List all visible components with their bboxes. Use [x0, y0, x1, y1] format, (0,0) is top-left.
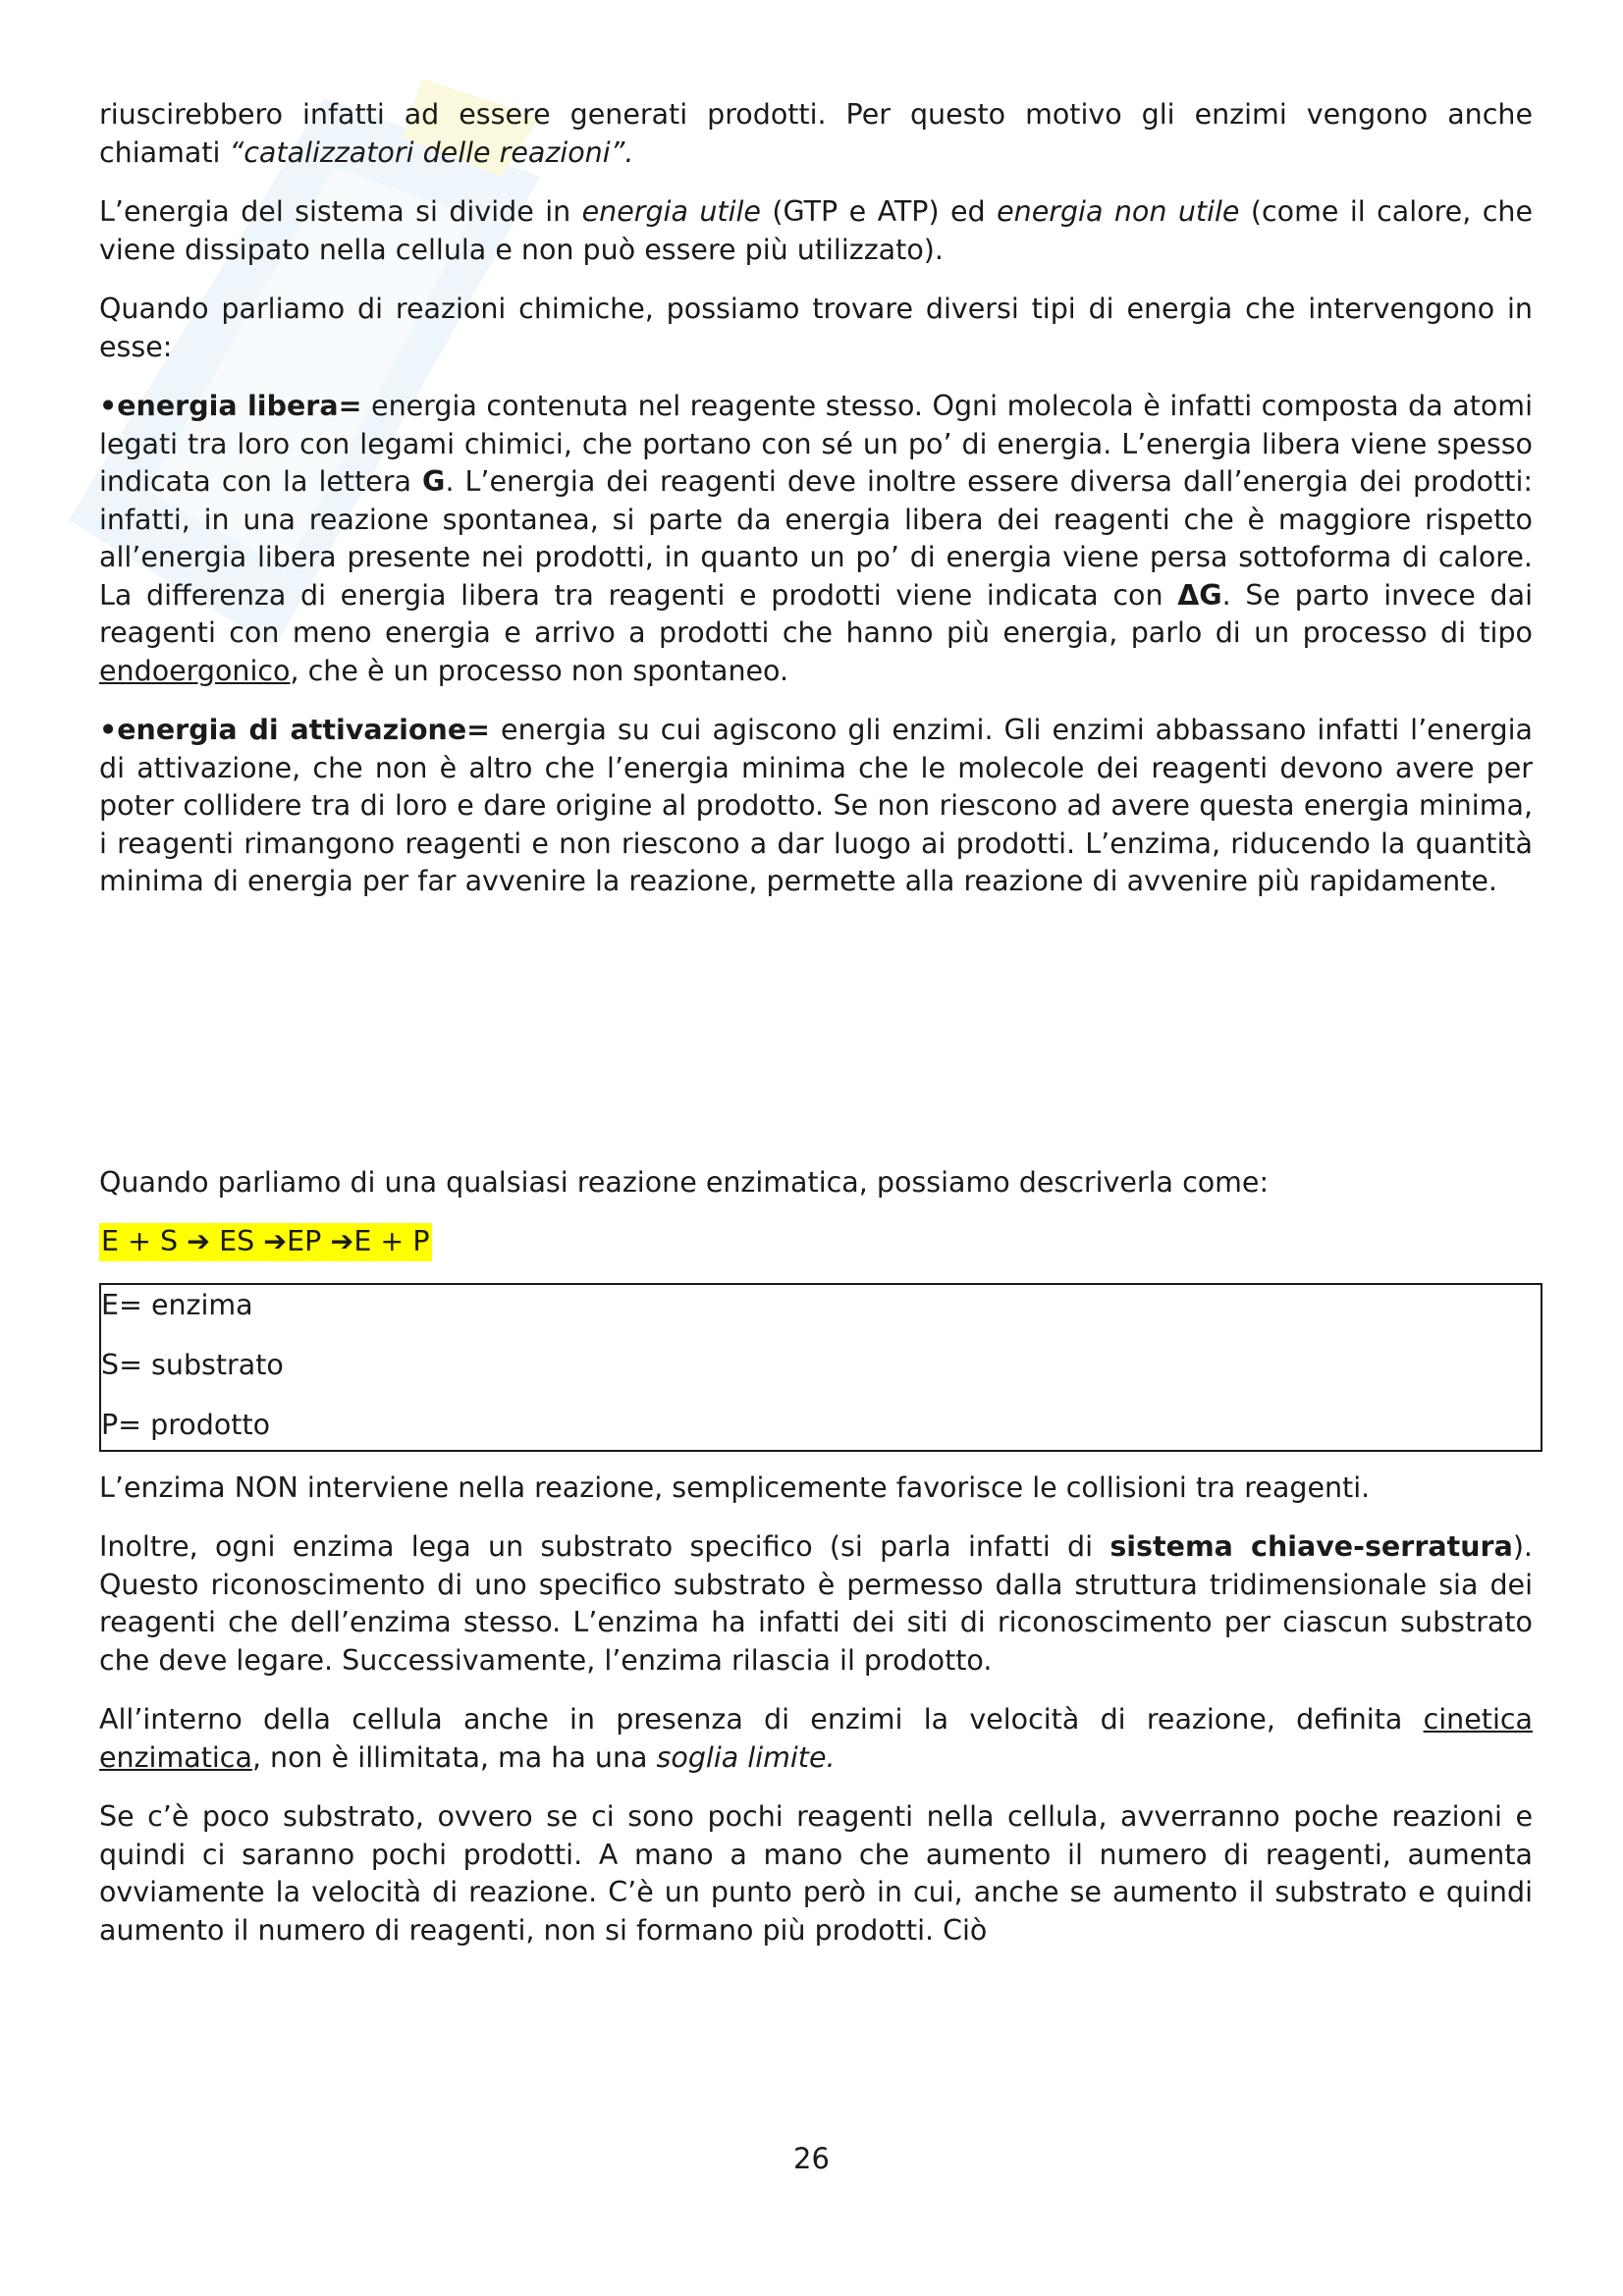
formula-line — [99, 1223, 1533, 1261]
text-span: energia su cui agiscono gli enzimi. Gli enzimi abbassano infatti l’energia di attivazione, che non è altro che l’energia minima che le molecole dei reagenti devono avere per poter collidere tra di loro e dare origine al prodotto. Se non riescono ad avere questa energia minima, i reagenti rimangono reagenti e non riescono a dar luogo ai prodotti. L’enzima, riducendo la quantità minima di energia per far avvenire la reazione, permette alla reazione di avvenire più rapidamente. — [99, 714, 1533, 897]
text-span: Inoltre, ogni enzima lega un substrato specifico (si parla infatti di — [99, 1530, 1110, 1563]
paragraph-energy-types: Quando parliamo di reazioni chimiche, possiamo trovare diversi tipi di energia che intervengono in esse: — [99, 293, 1533, 363]
paragraph-catalysts — [99, 96, 1533, 172]
underlined-term: endoergonico — [99, 654, 291, 687]
italic-text: soglia limite. — [656, 1740, 836, 1774]
arrow-icon: ➔ — [330, 1225, 354, 1257]
blank-space — [99, 923, 1533, 1164]
paragraph-enzyme-role: L’enzima NON interviene nella reazione, semplicemente favorisce le collisioni tra reagenti. — [99, 1470, 1371, 1504]
paragraph-system-energy — [99, 193, 1533, 269]
bold-term: ΔG — [1177, 578, 1222, 612]
paragraph-enzymatic-reaction: Quando parliamo di una qualsiasi reazione enzimatica, possiamo descriverla come: — [99, 1165, 1270, 1199]
text-span: (GTP e ATP) ed — [760, 195, 998, 228]
italic-text: energia utile — [581, 195, 761, 228]
arrow-icon: ➔ — [187, 1225, 211, 1257]
legend-product: P= prodotto — [101, 1408, 271, 1441]
paragraph-substrate: Se c’è poco substrato, ovvero se ci sono pochi reagenti nella cellula, avverranno poche reazioni e quindi ci saranno pochi prodotti. A mano a mano che aumento il numero di reagenti, aumenta ovviamente la velocità di reazione. C’è un punto però in cui, anche se aumento il substrato e quindi aumento il numero di reagenti, non si formano più prodotti. Ciò — [99, 1800, 1533, 1947]
page-number: 26 — [793, 2142, 830, 2175]
underlined-term: cinetica enzimatica — [99, 1703, 1533, 1774]
text-span: ). Questo riconoscimento di uno specifico substrato è permesso dalla struttura tridimensionale sia dei reagenti che dell’enzima stesso. L’enzima ha infatti dei siti di riconoscimento per ciascun substrato che deve legare. Successivamente, l’enzima rilascia il prodotto. — [99, 1530, 1533, 1677]
italic-text: “catalizzatori delle reazioni”. — [229, 135, 634, 169]
arrow-icon: ➔ — [263, 1225, 288, 1257]
bold-term: •energia libera= — [99, 390, 362, 422]
paragraph-kinetics — [99, 1701, 1533, 1777]
bold-term: sistema chiave-serratura — [1109, 1530, 1513, 1563]
bold-term: G — [422, 465, 446, 498]
text-span: L’energia del sistema si divide in — [99, 195, 582, 228]
text-span: , non è illimitata, ma ha una — [251, 1740, 657, 1774]
paragraph-free-energy — [99, 388, 1533, 690]
legend-substrate: S= substrato — [101, 1348, 284, 1381]
italic-text: energia non utile — [997, 195, 1240, 228]
document-page — [99, 96, 1533, 1971]
text-span: riuscirebbero infatti ad essere generati prodotti. Per questo motivo gli enzimi vengono anche chiamati — [99, 98, 1533, 169]
text-span: All’interno della cellula anche in presenza di enzimi la velocità di reazione, definita — [99, 1703, 1424, 1735]
reaction-formula: E + S ➔ ES ➔EP ➔E + P — [99, 1223, 432, 1261]
text-span: , che è un processo non spontaneo. — [290, 654, 789, 687]
bold-term: •energia di attivazione= — [99, 714, 491, 746]
legend-enzyme: E= enzima — [101, 1288, 253, 1321]
text-span: energia contenuta nel reagente stesso. Ogni molecola è infatti composta da atomi legati tra loro con legami chimici, che portano con sé un po’ di energia. L’energia libera viene spesso indicata con la lettera — [99, 390, 1533, 498]
paragraph-activation-energy — [99, 712, 1533, 901]
text-span: . Se parto invece dai reagenti con meno energia e arrivo a prodotti che hanno più energia, parlo di un processo di tipo — [99, 578, 1533, 649]
paragraph-lock-key — [99, 1528, 1533, 1680]
text-span: . L’energia dei reagenti deve inoltre essere diversa dall’energia dei prodotti: infatti, in una reazione spontanea, si parte da energia libera dei reagenti che è maggiore rispetto all’energia libera presente nei prodotti, in quanto un po’ di energia viene persa sottoforma di calore. La differenza di energia libera tra reagenti e prodotti viene indicata con — [99, 465, 1533, 612]
legend-box — [99, 1283, 1542, 1452]
text-span: (come il calore, che viene dissipato nella cellula e non può essere più utilizzato). — [99, 195, 1533, 266]
